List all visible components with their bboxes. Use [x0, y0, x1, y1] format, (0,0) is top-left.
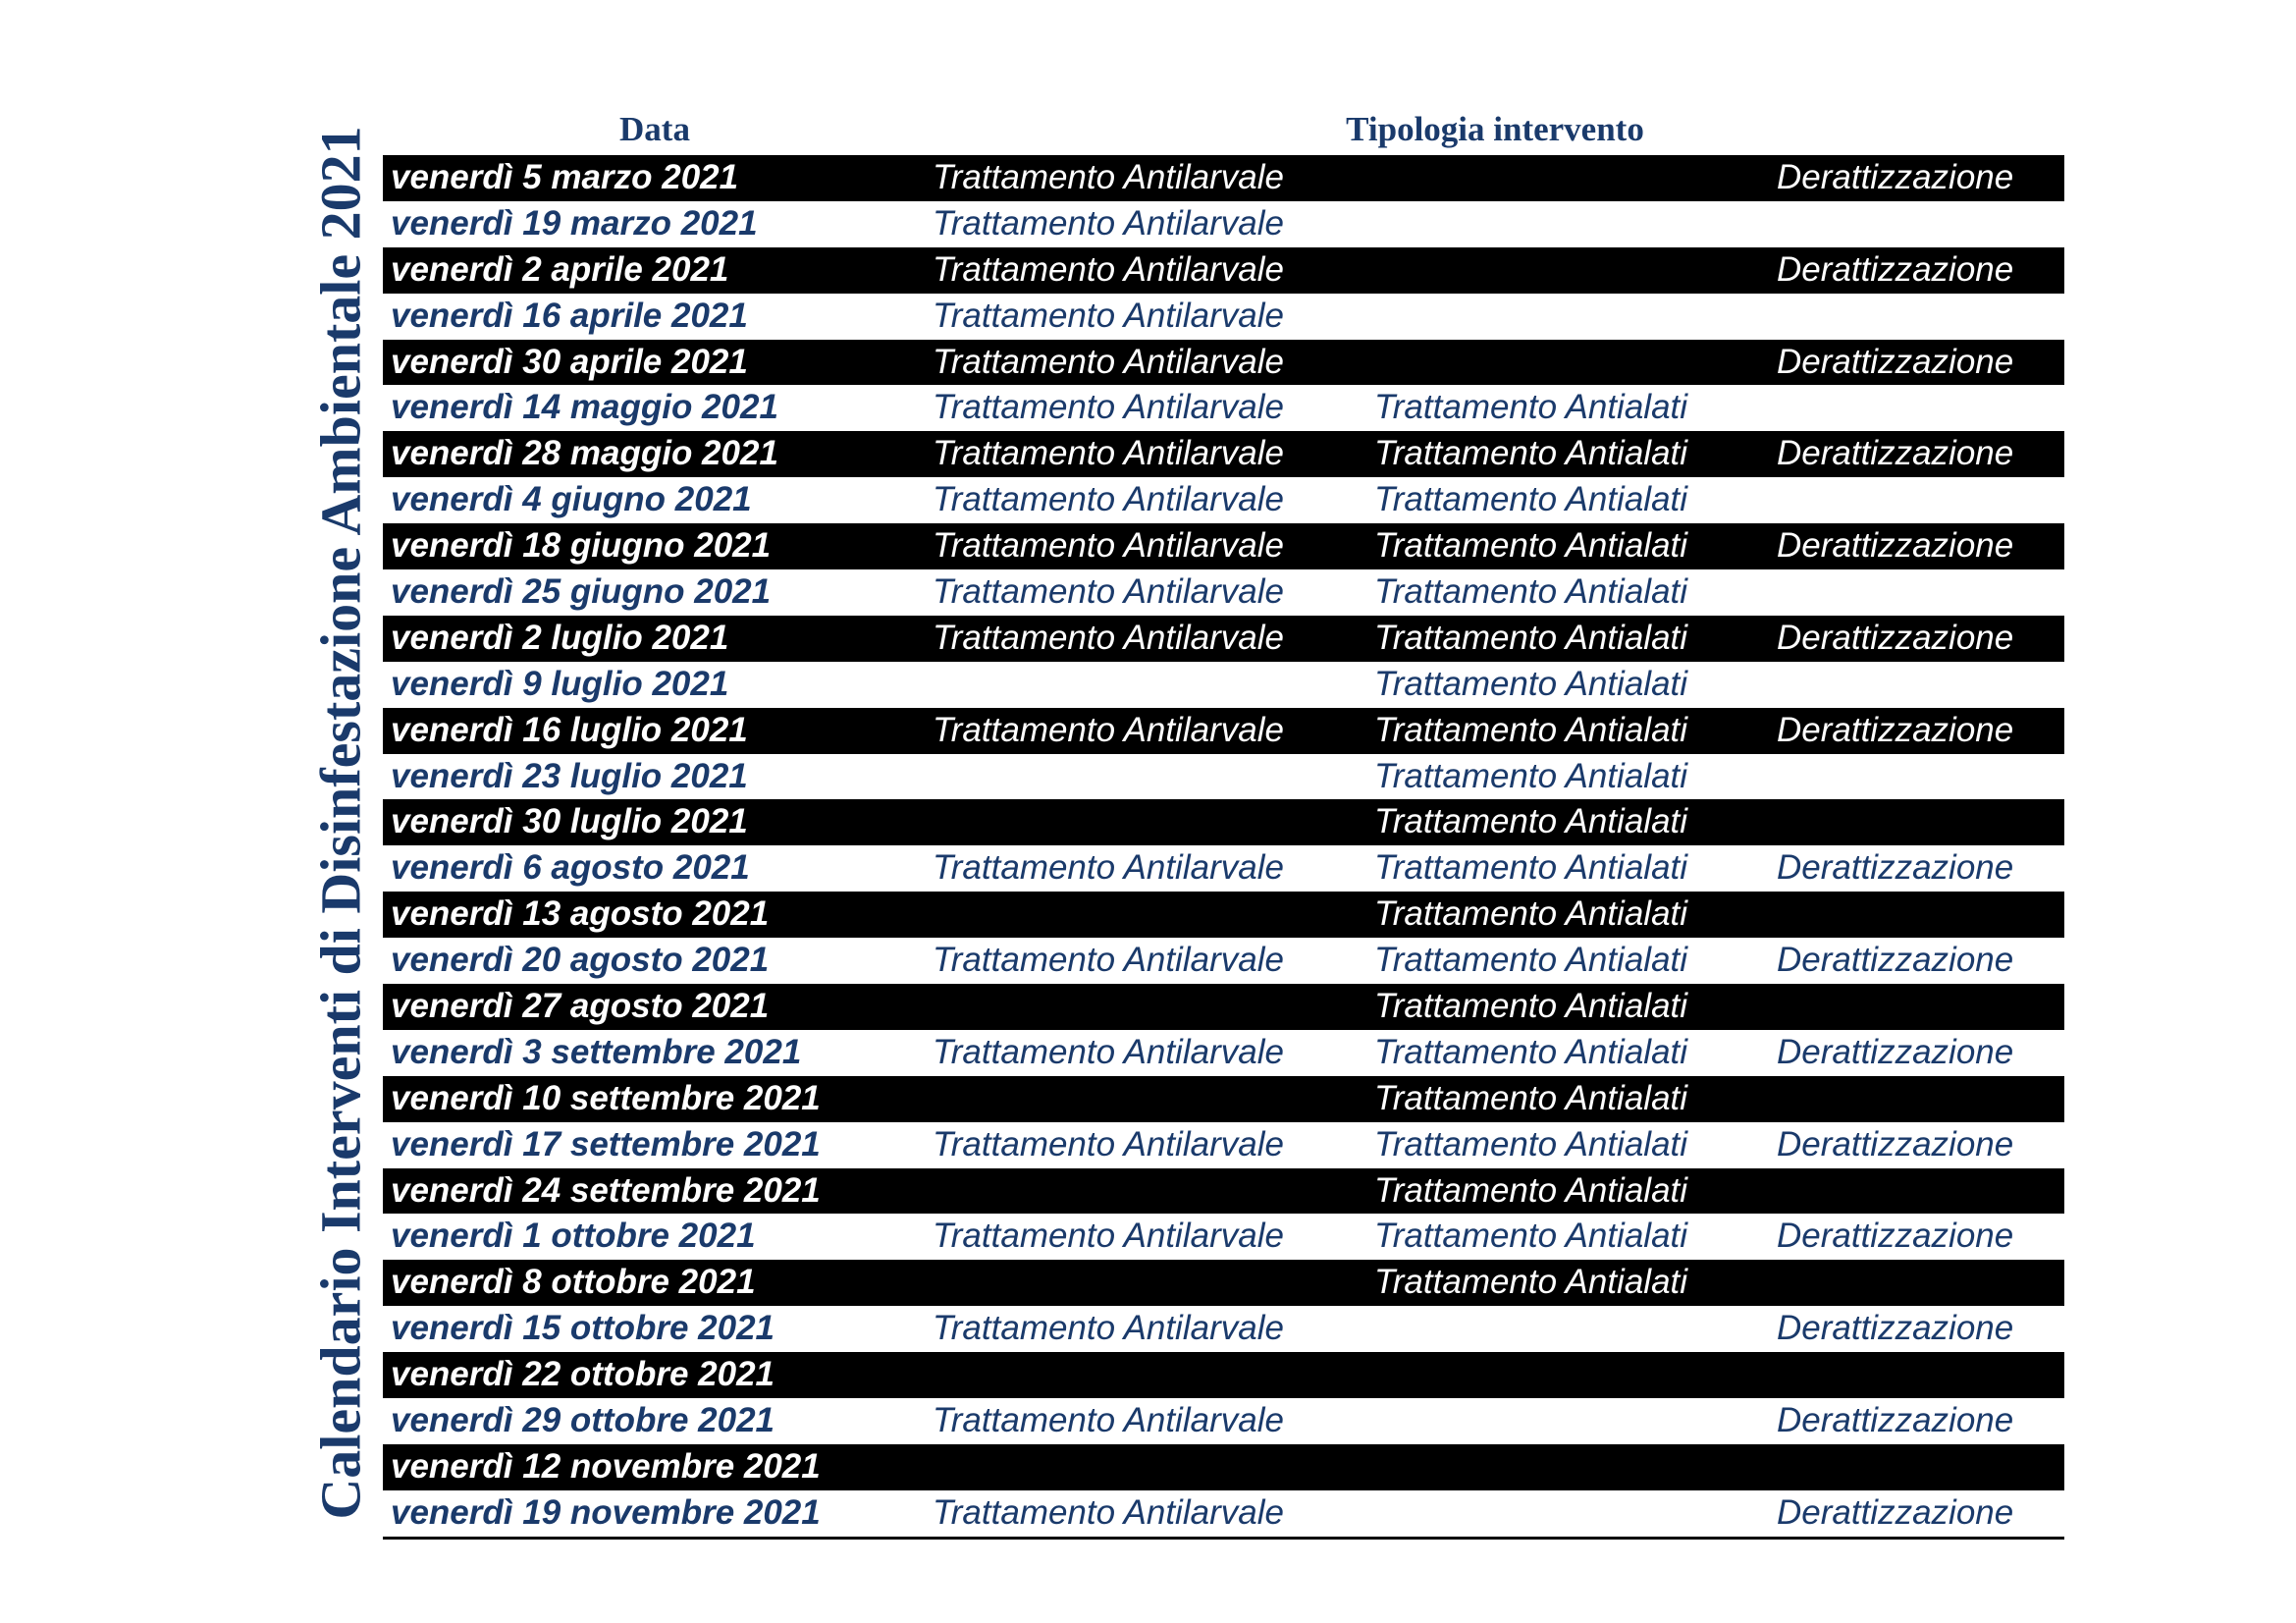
table-row — [383, 1490, 2064, 1537]
date-cell: venerdì 2 aprile 2021 — [391, 249, 729, 289]
date-cell: venerdì 30 aprile 2021 — [391, 342, 748, 381]
date-cell: venerdì 17 settembre 2021 — [391, 1124, 821, 1163]
derattizzazione-cell: Derattizzazione — [1777, 1217, 2014, 1256]
table-row — [383, 385, 2064, 431]
column-header-data: Data — [619, 110, 690, 148]
table-row — [383, 892, 2064, 938]
antilarvale-cell: Trattamento Antilarvale — [933, 618, 1284, 657]
antialati-cell: Trattamento Antialati — [1374, 756, 1688, 795]
derattizzazione-cell: Derattizzazione — [1777, 848, 2014, 888]
antilarvale-cell: Trattamento Antilarvale — [933, 249, 1284, 289]
table-row — [383, 799, 2064, 845]
antilarvale-cell: Trattamento Antilarvale — [933, 342, 1284, 381]
schedule-table — [383, 155, 2064, 1540]
table-row — [383, 1168, 2064, 1215]
date-cell: venerdì 19 novembre 2021 — [391, 1492, 821, 1532]
table-row — [383, 340, 2064, 386]
antialati-cell: Trattamento Antialati — [1374, 802, 1688, 841]
date-cell: venerdì 20 agosto 2021 — [391, 941, 770, 980]
table-row — [383, 1398, 2064, 1444]
date-cell: venerdì 19 marzo 2021 — [391, 203, 758, 243]
date-cell: venerdì 10 settembre 2021 — [391, 1078, 821, 1117]
table-row — [383, 523, 2064, 569]
date-cell: venerdì 6 agosto 2021 — [391, 848, 750, 888]
derattizzazione-cell: Derattizzazione — [1777, 1492, 2014, 1532]
antialati-cell: Trattamento Antialati — [1374, 526, 1688, 566]
antilarvale-cell: Trattamento Antilarvale — [933, 941, 1284, 980]
date-cell: venerdì 16 aprile 2021 — [391, 296, 748, 335]
table-row — [383, 155, 2064, 201]
antilarvale-cell: Trattamento Antilarvale — [933, 1124, 1284, 1163]
derattizzazione-cell: Derattizzazione — [1777, 158, 2014, 196]
date-cell: venerdì 23 luglio 2021 — [391, 756, 748, 795]
antilarvale-cell: Trattamento Antilarvale — [933, 434, 1284, 473]
date-cell: venerdì 27 agosto 2021 — [391, 987, 770, 1026]
table-row — [383, 1306, 2064, 1352]
table-row — [383, 1076, 2064, 1122]
table-row — [383, 662, 2064, 708]
date-cell: venerdì 28 maggio 2021 — [391, 434, 778, 473]
antialati-cell: Trattamento Antialati — [1374, 1032, 1688, 1071]
date-cell: venerdì 14 maggio 2021 — [391, 388, 778, 427]
antialati-cell: Trattamento Antialati — [1374, 1263, 1688, 1302]
derattizzazione-cell: Derattizzazione — [1777, 434, 2014, 473]
antialati-cell: Trattamento Antialati — [1374, 1078, 1688, 1117]
derattizzazione-cell: Derattizzazione — [1777, 342, 2014, 381]
derattizzazione-cell: Derattizzazione — [1777, 1032, 2014, 1071]
derattizzazione-cell: Derattizzazione — [1777, 1401, 2014, 1440]
date-cell: venerdì 2 luglio 2021 — [391, 618, 729, 657]
date-cell: venerdì 15 ottobre 2021 — [391, 1309, 774, 1348]
date-cell: venerdì 25 giugno 2021 — [391, 572, 772, 612]
derattizzazione-cell: Derattizzazione — [1777, 526, 2014, 566]
antialati-cell: Trattamento Antialati — [1374, 388, 1688, 427]
table-row — [383, 569, 2064, 616]
antialati-cell: Trattamento Antialati — [1374, 848, 1688, 888]
date-cell: venerdì 3 settembre 2021 — [391, 1032, 802, 1071]
date-cell: venerdì 9 luglio 2021 — [391, 664, 729, 703]
date-cell: venerdì 16 luglio 2021 — [391, 710, 748, 749]
table-row — [383, 1122, 2064, 1168]
date-cell: venerdì 22 ottobre 2021 — [391, 1355, 774, 1394]
derattizzazione-cell: Derattizzazione — [1777, 1309, 2014, 1348]
antialati-cell: Trattamento Antialati — [1374, 664, 1688, 703]
table-row — [383, 845, 2064, 892]
date-cell: venerdì 24 settembre 2021 — [391, 1170, 821, 1210]
antilarvale-cell: Trattamento Antilarvale — [933, 1032, 1284, 1071]
table-row — [383, 1260, 2064, 1306]
antialati-cell: Trattamento Antialati — [1374, 710, 1688, 749]
antilarvale-cell: Trattamento Antilarvale — [933, 480, 1284, 519]
antialati-cell: Trattamento Antialati — [1374, 894, 1688, 934]
table-row — [383, 431, 2064, 477]
antialati-cell: Trattamento Antialati — [1374, 618, 1688, 657]
table-row — [383, 616, 2064, 662]
antialati-cell: Trattamento Antialati — [1374, 941, 1688, 980]
table-row — [383, 754, 2064, 800]
antialati-cell: Trattamento Antialati — [1374, 480, 1688, 519]
page-title: Calendario Interventi di Disinfestazione Ambientale 2021 — [308, 126, 373, 1520]
antialati-cell: Trattamento Antialati — [1374, 572, 1688, 612]
table-row — [383, 247, 2064, 294]
date-cell: venerdì 1 ottobre 2021 — [391, 1217, 756, 1256]
antilarvale-cell: Trattamento Antilarvale — [933, 848, 1284, 888]
antilarvale-cell: Trattamento Antilarvale — [933, 1217, 1284, 1256]
antilarvale-cell: Trattamento Antilarvale — [933, 572, 1284, 612]
table-row — [383, 477, 2064, 523]
date-cell: venerdì 30 luglio 2021 — [391, 802, 748, 841]
table-row — [383, 201, 2064, 247]
column-header-tipologia: Tipologia intervento — [1346, 110, 1644, 148]
date-cell: venerdì 18 giugno 2021 — [391, 526, 772, 566]
derattizzazione-cell: Derattizzazione — [1777, 249, 2014, 289]
antilarvale-cell: Trattamento Antilarvale — [933, 388, 1284, 427]
date-cell: venerdì 8 ottobre 2021 — [391, 1263, 756, 1302]
antialati-cell: Trattamento Antialati — [1374, 1217, 1688, 1256]
antilarvale-cell: Trattamento Antilarvale — [933, 1309, 1284, 1348]
derattizzazione-cell: Derattizzazione — [1777, 1124, 2014, 1163]
date-cell: venerdì 29 ottobre 2021 — [391, 1401, 774, 1440]
antialati-cell: Trattamento Antialati — [1374, 434, 1688, 473]
table-row — [383, 1444, 2064, 1490]
table-row — [383, 708, 2064, 754]
date-cell: venerdì 12 novembre 2021 — [391, 1446, 821, 1486]
antilarvale-cell: Trattamento Antilarvale — [933, 158, 1284, 196]
derattizzazione-cell: Derattizzazione — [1777, 941, 2014, 980]
table-row — [383, 1214, 2064, 1260]
date-cell: venerdì 13 agosto 2021 — [391, 894, 770, 934]
antialati-cell: Trattamento Antialati — [1374, 1124, 1688, 1163]
table-row — [383, 984, 2064, 1030]
table-row — [383, 938, 2064, 984]
antilarvale-cell: Trattamento Antilarvale — [933, 203, 1284, 243]
table-row — [383, 1030, 2064, 1076]
antilarvale-cell: Trattamento Antilarvale — [933, 296, 1284, 335]
antialati-cell: Trattamento Antialati — [1374, 1170, 1688, 1210]
table-row — [383, 1352, 2064, 1398]
antilarvale-cell: Trattamento Antilarvale — [933, 526, 1284, 566]
date-cell: venerdì 5 marzo 2021 — [391, 158, 739, 196]
date-cell: venerdì 4 giugno 2021 — [391, 480, 752, 519]
table-row — [383, 294, 2064, 340]
derattizzazione-cell: Derattizzazione — [1777, 710, 2014, 749]
derattizzazione-cell: Derattizzazione — [1777, 618, 2014, 657]
antilarvale-cell: Trattamento Antilarvale — [933, 1401, 1284, 1440]
antilarvale-cell: Trattamento Antilarvale — [933, 710, 1284, 749]
antialati-cell: Trattamento Antialati — [1374, 987, 1688, 1026]
antilarvale-cell: Trattamento Antilarvale — [933, 1492, 1284, 1532]
